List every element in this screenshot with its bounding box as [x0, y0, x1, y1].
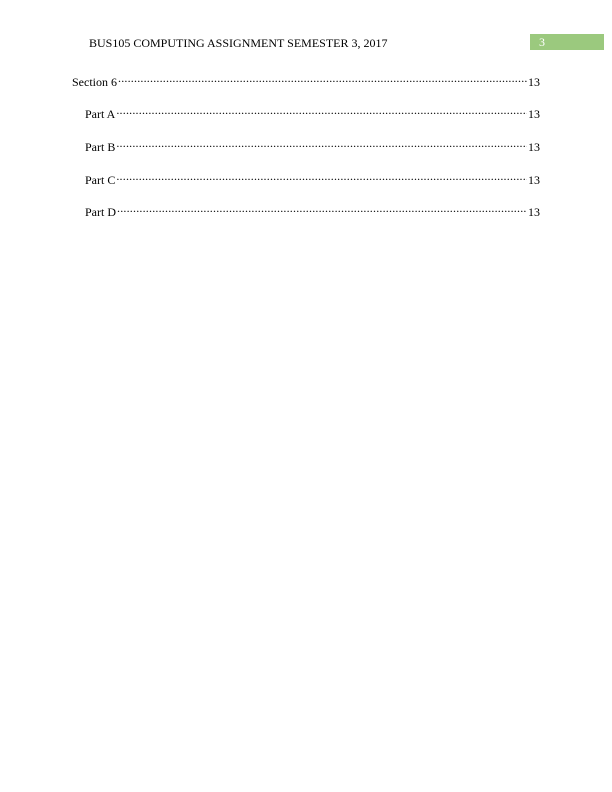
toc-entry-page: 13: [528, 140, 540, 154]
toc-dot-leader: [116, 169, 527, 184]
toc-entry-label: Part C: [85, 173, 116, 187]
toc-entry-page: 13: [528, 205, 540, 219]
toc-entry-part-d[interactable]: [85, 201, 540, 219]
toc-dot-leader: [118, 71, 527, 86]
toc-entry-label: Section 6: [72, 75, 117, 89]
toc-entry-part-c[interactable]: [85, 169, 540, 187]
toc-entry-label: Part D: [85, 205, 116, 219]
toc-entry-page: 13: [528, 75, 540, 89]
page-header: [0, 34, 612, 51]
toc-entry-label: Part B: [85, 140, 116, 154]
toc-entry-part-a[interactable]: [85, 103, 540, 121]
toc-entry-section-6[interactable]: [72, 71, 540, 89]
toc-entry-page: 13: [528, 107, 540, 121]
toc-entry-label: Part A: [85, 107, 116, 121]
toc-entry-page: 13: [528, 173, 540, 187]
toc-entry-part-b[interactable]: [85, 136, 540, 154]
page-number-badge: [530, 34, 604, 50]
toc-dot-leader: [116, 136, 527, 151]
toc-dot-leader: [116, 103, 527, 118]
header-title: BUS105 COMPUTING ASSIGNMENT SEMESTER 3, 2017: [89, 36, 388, 50]
page-number: 3: [539, 35, 545, 49]
toc-dot-leader: [117, 201, 527, 216]
